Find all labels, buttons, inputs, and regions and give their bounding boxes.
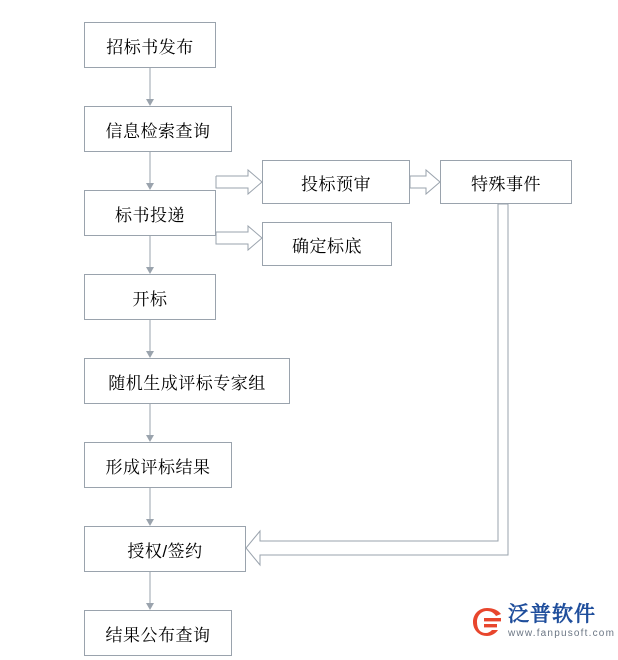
node-zhaobiaoshu-fabu[interactable]: 招标书发布 — [84, 22, 216, 68]
connector-n3-n4 — [216, 170, 262, 194]
brand-name: 泛普软件 — [508, 602, 596, 626]
connector-n3-n6 — [216, 226, 262, 250]
node-xingcheng-pingbiao-jieguo[interactable]: 形成评标结果 — [84, 442, 232, 488]
arrowhead-n3-n7 — [146, 267, 154, 274]
node-biaoshu-toudi[interactable]: 标书投递 — [84, 190, 216, 236]
node-toubiao-yushen[interactable]: 投标预审 — [262, 160, 410, 204]
node-xinxi-jiansuo-chaxun[interactable]: 信息检索查询 — [84, 106, 232, 152]
node-shouquan-qianyue[interactable]: 授权/签约 — [84, 526, 246, 572]
brand-mark-icon — [470, 605, 504, 639]
arrowhead-n2-n3 — [146, 183, 154, 190]
node-teshu-shijian[interactable]: 特殊事件 — [440, 160, 572, 204]
arrowhead-n10-n11 — [146, 603, 154, 610]
watermark-logo — [470, 596, 616, 648]
connector-n4-n5 — [410, 170, 440, 194]
arrowhead-n7-n8 — [146, 351, 154, 358]
brand-text — [508, 604, 615, 640]
arrowhead-n9-n10 — [146, 519, 154, 526]
brand-domain: www.fanpusoft.com — [508, 628, 616, 640]
node-kaibiao[interactable]: 开标 — [84, 274, 216, 320]
arrowhead-n8-n9 — [146, 435, 154, 442]
node-queding-biaodi[interactable]: 确定标底 — [262, 222, 392, 266]
arrowhead-n1-n2 — [146, 99, 154, 106]
node-suiji-shengcheng-pingbiao-zhuanjiazu[interactable]: 随机生成评标专家组 — [84, 358, 290, 404]
node-jieguo-gongbu-chaxun[interactable]: 结果公布查询 — [84, 610, 232, 656]
